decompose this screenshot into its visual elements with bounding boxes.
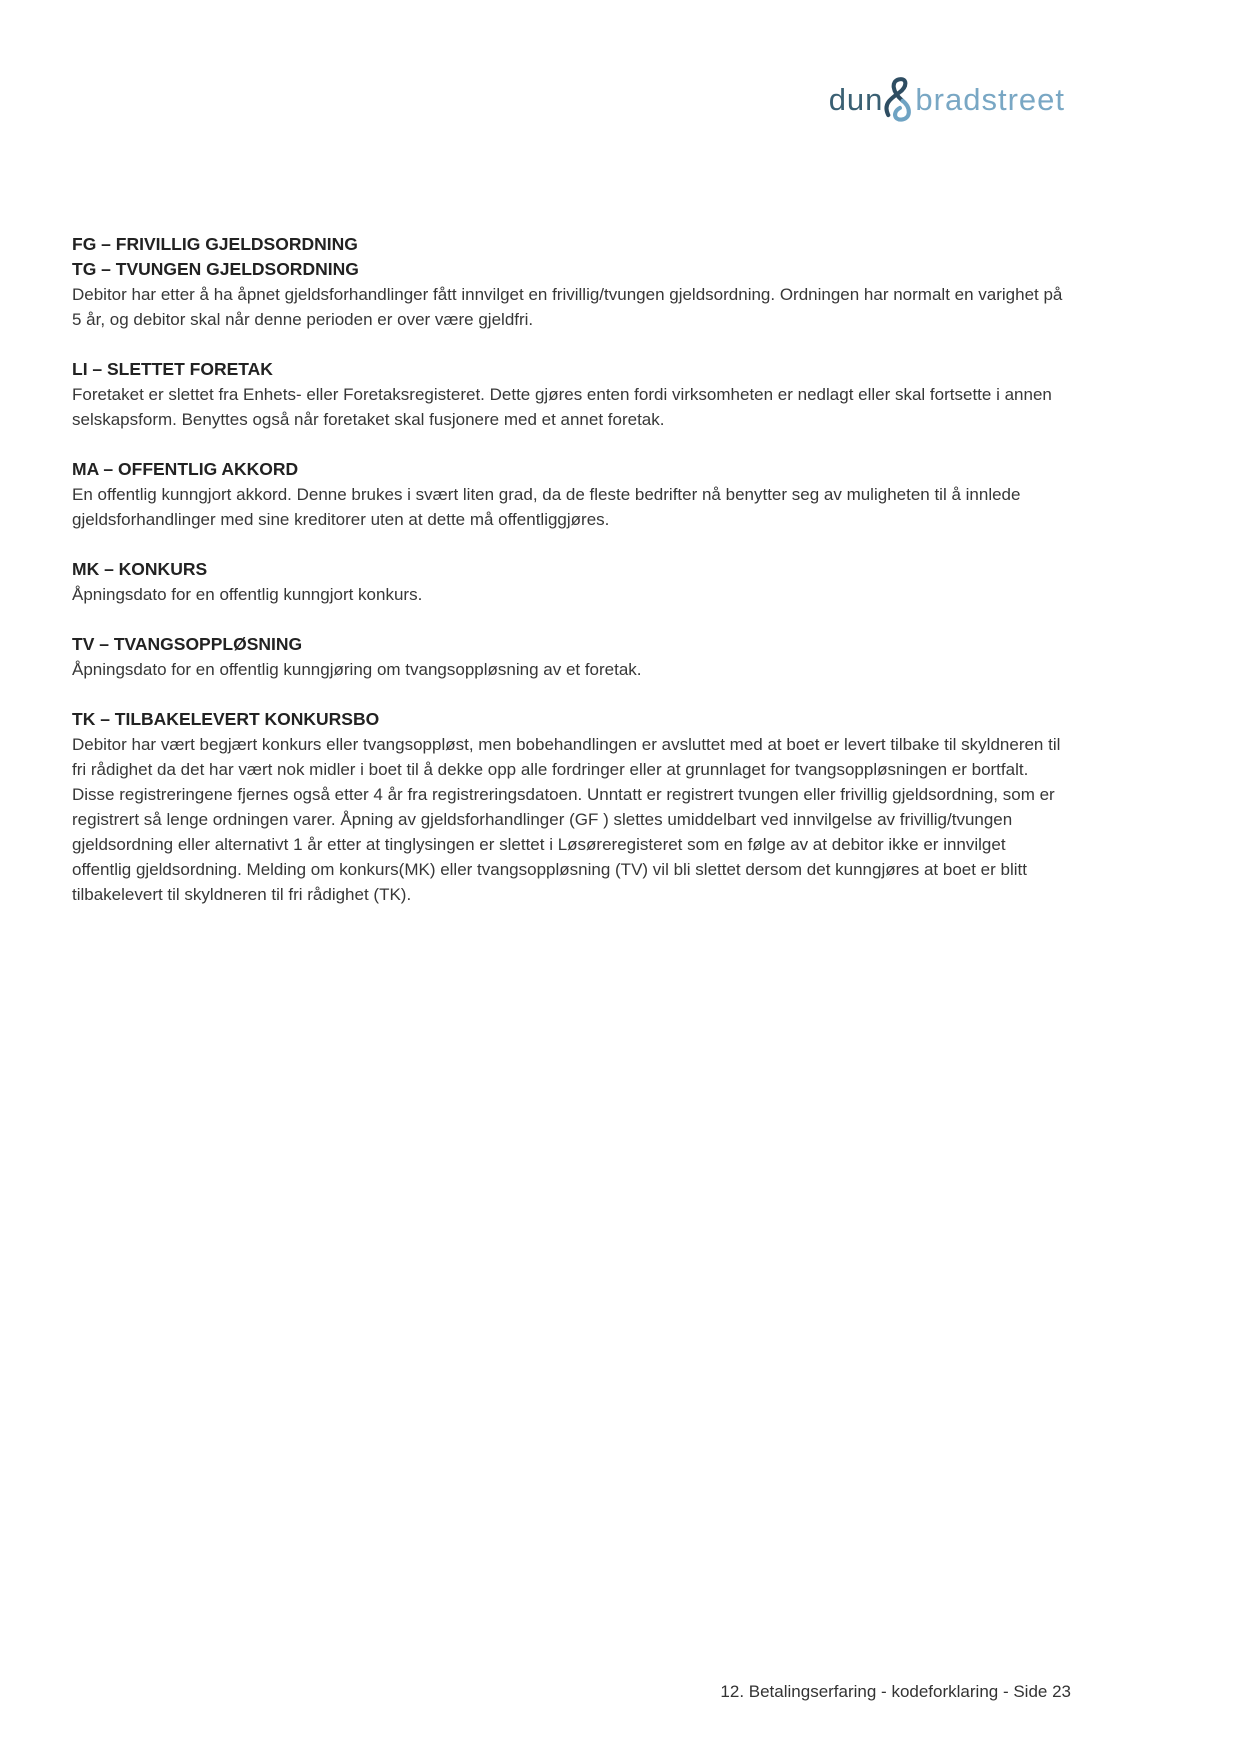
code-section — [72, 707, 1064, 907]
section-heading: FG – FRIVILLIG GJELDSORDNING — [72, 234, 358, 254]
code-definitions — [72, 232, 1064, 932]
section-heading: LI – SLETTET FORETAK — [72, 359, 273, 379]
section-body: Foretaket er slettet fra Enhets- eller Foretaksregisteret. Dette gjøres enten fordi virksomheten er nedlagt eller skal fortsette i annen selskapsform. Benyttes også når foretaket skal fusjonere med et annet foretak. — [72, 385, 1052, 429]
section-heading: TK – TILBAKELEVERT KONKURSBO — [72, 709, 380, 729]
section-body: Åpningsdato for en offentlig kunngjøring om tvangsoppløsning av et foretak. — [72, 660, 642, 679]
section-heading: TG – TVUNGEN GJELDSORDNING — [72, 259, 359, 279]
section-heading: TV – TVANGSOPPLØSNING — [72, 634, 303, 654]
section-body: En offentlig kunngjort akkord. Denne brukes i svært liten grad, da de fleste bedrifter nå benytter seg av muligheten til å innlede gjeldsforhandlinger med sine kreditorer uten at dette må offentliggjøres. — [72, 485, 1021, 529]
footer-text: 12. Betalingserfaring - kodeforklaring - Side 23 — [720, 1682, 1071, 1701]
code-section — [72, 557, 1064, 607]
section-body: Åpningsdato for en offentlig kunngjort konkurs. — [72, 585, 423, 604]
logo-text-dun: dun — [828, 82, 884, 117]
dnb-logo — [829, 74, 1065, 115]
section-body: Debitor har etter å ha åpnet gjeldsforhandlinger fått innvilget en frivillig/tvungen gjeldsordning. Ordningen har normalt en varighet på 5 år, og debitor skal når denne perioden er over være gjeldfri. — [72, 285, 1063, 329]
logo-text-bradstreet: bradstreet — [915, 82, 1065, 117]
ampersand-icon — [881, 74, 917, 124]
section-heading: MK – KONKURS — [72, 559, 208, 579]
code-section — [72, 232, 1064, 332]
section-heading: MA – OFFENTLIG AKKORD — [72, 459, 299, 479]
code-section — [72, 357, 1064, 432]
code-section — [72, 632, 1064, 682]
code-section — [72, 457, 1064, 532]
section-body: Debitor har vært begjært konkurs eller tvangsoppløst, men bobehandlingen er avsluttet med at boet er levert tilbake til skyldneren til fri rådighet da det har vært nok midler i boet til å dekke opp alle fordringer eller at grunnlaget for tvangsoppløsningen er bortfalt. Disse registreringene fjernes også etter 4 år fra registreringsdatoen. Unntatt er registrert tvungen eller frivillig gjeldsordning, som er registrert så lenge ordningen varer. Åpning av gjeldsforhandlinger (GF ) slettes umiddelbart ved innvilgelse av frivillig/tvungen gjeldsordning eller alternativt 1 år etter at tinglysingen er slettet i Løsøreregisteret som en følge av at debitor ikke er innvilget offentlig gjeldsordning. Melding om konkurs(MK) eller tvangsoppløsning (TV) vil bli slettet dersom det kunngjøres at boet er blitt tilbakelevert til skyldneren til fri rådighet (TK). — [72, 735, 1061, 904]
page-footer — [720, 1682, 1071, 1702]
